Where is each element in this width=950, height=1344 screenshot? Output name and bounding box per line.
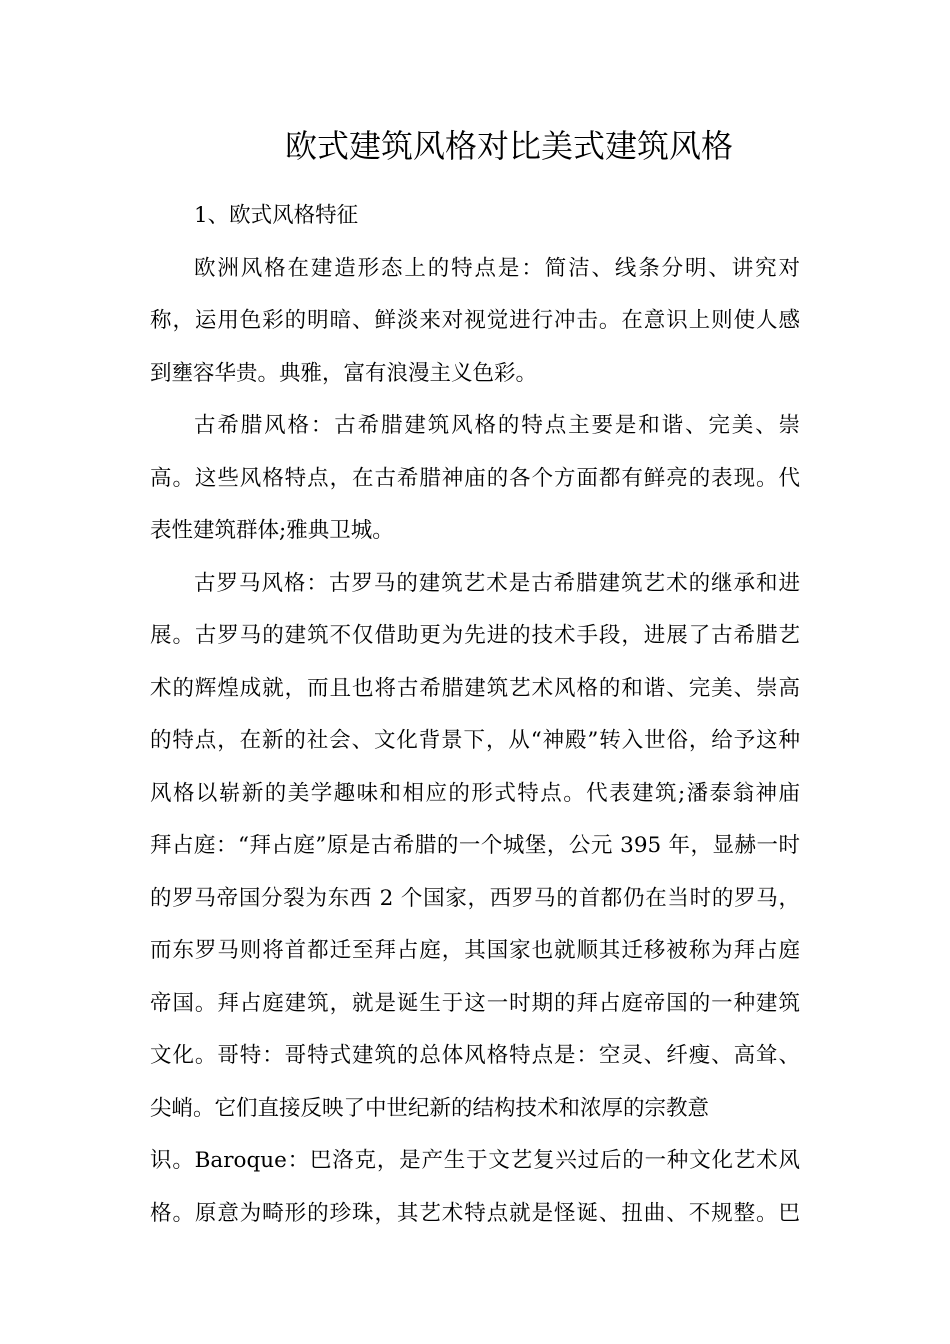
body-text-line: 称，运用色彩的明暗、鲜淡来对视觉进行冲击。在意识上则使人感 (150, 308, 800, 333)
body-text-line: 展。古罗马的建筑不仅借助更为先进的技术手段，进展了古希腊艺 (150, 623, 800, 648)
body-text-line: 表性建筑群体;雅典卫城。 (150, 518, 394, 543)
body-text-line: 格。原意为畸形的珍珠，其艺术特点就是怪诞、扭曲、不规整。巴 (150, 1200, 800, 1226)
body-text-line: 尖峭。它们直接反映了中世纪新的结构技术和浓厚的宗教意 (150, 1095, 710, 1121)
document-title: 欧式建筑风格对比美式建筑风格 (284, 127, 733, 165)
body-text-line: 而东罗马则将首都迁至拜占庭，其国家也就顺其迁移被称为拜占庭 (150, 938, 800, 963)
section-heading: 1、欧式风格特征 (194, 203, 359, 228)
body-text-line: 古希腊风格：古希腊建筑风格的特点主要是和谐、完美、崇 (194, 413, 800, 438)
body-text-line: 文化。哥特：哥特式建筑的总体风格特点是：空灵、纤瘦、高耸、 (150, 1043, 800, 1068)
body-text-line: 的特点，在新的社会、文化背景下，从“神殿”转入世俗，给予这种 (150, 728, 800, 753)
body-text-line: 古罗马风格：古罗马的建筑艺术是古希腊建筑艺术的继承和进 (194, 570, 800, 596)
body-text-line: 到壅容华贵。典雅，富有浪漫主义色彩。 (150, 360, 538, 386)
body-text-line: 的罗马帝国分裂为东西 2 个国家，西罗马的首都仍在当时的罗马， (150, 885, 800, 911)
body-text-line: 拜占庭：“拜占庭”原是古希腊的一个城堡，公元 395 年，显赫一时 (150, 833, 800, 858)
body-text-line: 术的辉煌成就，而且也将古希腊建筑艺术风格的和谐、完美、崇高 (150, 675, 800, 701)
document-body (150, 190, 800, 1240)
body-text-line: 欧洲风格在建造形态上的特点是：简洁、线条分明、讲究对 (194, 255, 800, 281)
body-text-line: 风格以崭新的美学趣味和相应的形式特点。代表建筑;潘泰翁神庙 (150, 780, 800, 806)
body-text-line: 高。这些风格特点，在古希腊神庙的各个方面都有鲜亮的表现。代 (150, 465, 800, 491)
body-text-line: 帝国。拜占庭建筑，就是诞生于这一时期的拜占庭帝国的一种建筑 (150, 990, 800, 1016)
body-text-line: 识。Baroque：巴洛克，是产生于文艺复兴过后的一种文化艺术风 (150, 1148, 800, 1173)
